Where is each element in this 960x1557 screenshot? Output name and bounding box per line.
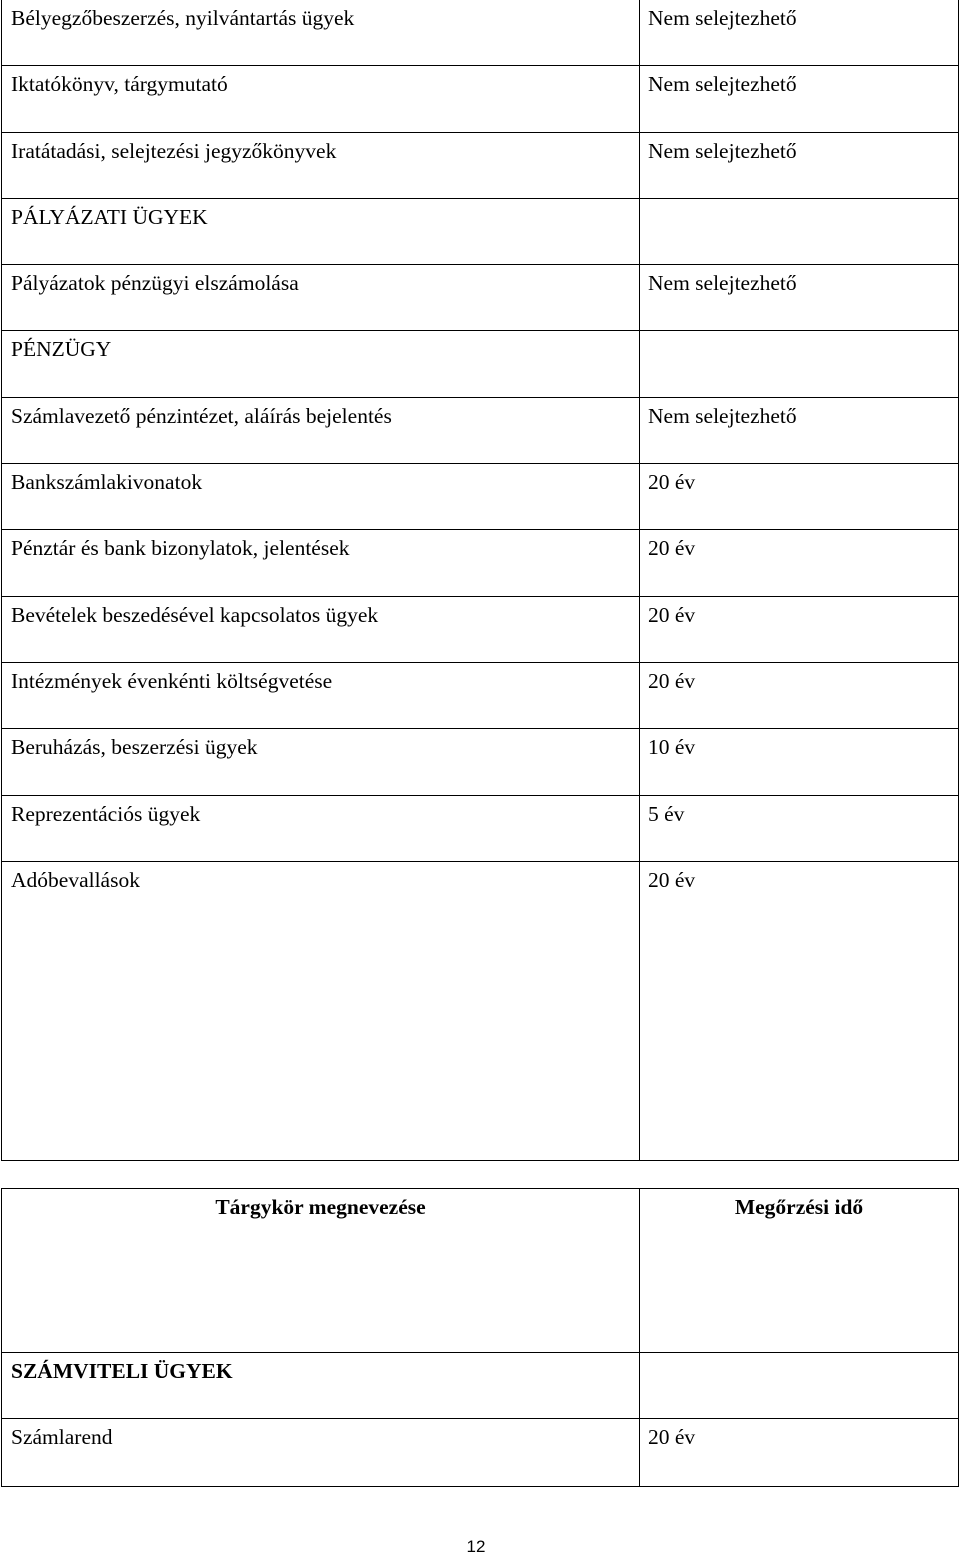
table-row-section: [2, 199, 958, 265]
subject-cell: Számlavezető pénzintézet, aláírás bejelentés: [2, 398, 640, 463]
section-heading: SZÁMVITELI ÜGYEK: [2, 1353, 640, 1418]
page-number: 12: [466, 1537, 486, 1556]
table-row: [2, 862, 958, 1160]
retention-cell: Nem selejtezhető: [648, 271, 797, 296]
retention-cell: Nem selejtezhető: [648, 403, 797, 428]
retention-cell: 20 év: [648, 1425, 696, 1450]
table-row: [2, 265, 958, 331]
retention-cell: 20 év: [648, 867, 696, 892]
retention-cell: [640, 199, 958, 264]
section-heading: PÁLYÁZATI ÜGYEK: [2, 199, 640, 264]
retention-table: [1, 1188, 959, 1487]
retention-cell: 20 év: [648, 668, 696, 693]
subject-cell: Bankszámlakivonatok: [2, 464, 640, 529]
subject-cell: Bélyegzőbeszerzés, nyilvántartás ügyek: [2, 0, 640, 65]
retention-table-continued: [1, 0, 959, 1161]
subject-cell: Intézmények évenkénti költségvetése: [2, 663, 640, 728]
subject-cell: Pénztár és bank bizonylatok, jelentések: [2, 530, 640, 595]
retention-cell: 10 év: [648, 735, 696, 760]
table-row: [2, 398, 958, 464]
table-row: [2, 66, 958, 132]
retention-cell: Nem selejtezhető: [648, 6, 797, 30]
table-row: [2, 133, 958, 199]
section-heading: PÉNZÜGY: [2, 331, 640, 396]
table-row: [2, 530, 958, 596]
retention-cell: [640, 1353, 958, 1418]
table-row: [2, 1419, 958, 1485]
subject-cell: Iratátadási, selejtezési jegyzőkönyvek: [2, 133, 640, 198]
retention-cell: 5 év: [648, 801, 685, 826]
table-row-section: [2, 1353, 958, 1419]
retention-cell: Nem selejtezhető: [648, 138, 797, 163]
header-retention: Megőrzési idő: [734, 1195, 864, 1219]
subject-cell: Iktatókönyv, tárgymutató: [2, 66, 640, 131]
subject-cell: Bevételek beszedésével kapcsolatos ügyek: [2, 597, 640, 662]
subject-cell: Beruházás, beszerzési ügyek: [2, 729, 640, 794]
subject-cell: Adóbevallások: [2, 862, 640, 1160]
table-row: [2, 464, 958, 530]
retention-cell: [640, 331, 958, 396]
table-row: [2, 796, 958, 862]
subject-cell: Számlarend: [2, 1419, 640, 1485]
table-row: [2, 729, 958, 795]
retention-cell: 20 év: [648, 536, 696, 561]
table-row: [2, 663, 958, 729]
subject-cell: Reprezentációs ügyek: [2, 796, 640, 861]
table-header-row: [2, 1189, 958, 1353]
table-row: [2, 597, 958, 663]
subject-cell: Pályázatok pénzügyi elszámolása: [2, 265, 640, 330]
header-subject: Tárgykör megnevezése: [2, 1189, 640, 1352]
retention-cell: 20 év: [648, 470, 696, 495]
retention-cell: 20 év: [648, 602, 696, 627]
table-row: [2, 0, 958, 66]
table-row-section: [2, 331, 958, 397]
retention-cell: Nem selejtezhető: [648, 72, 797, 97]
